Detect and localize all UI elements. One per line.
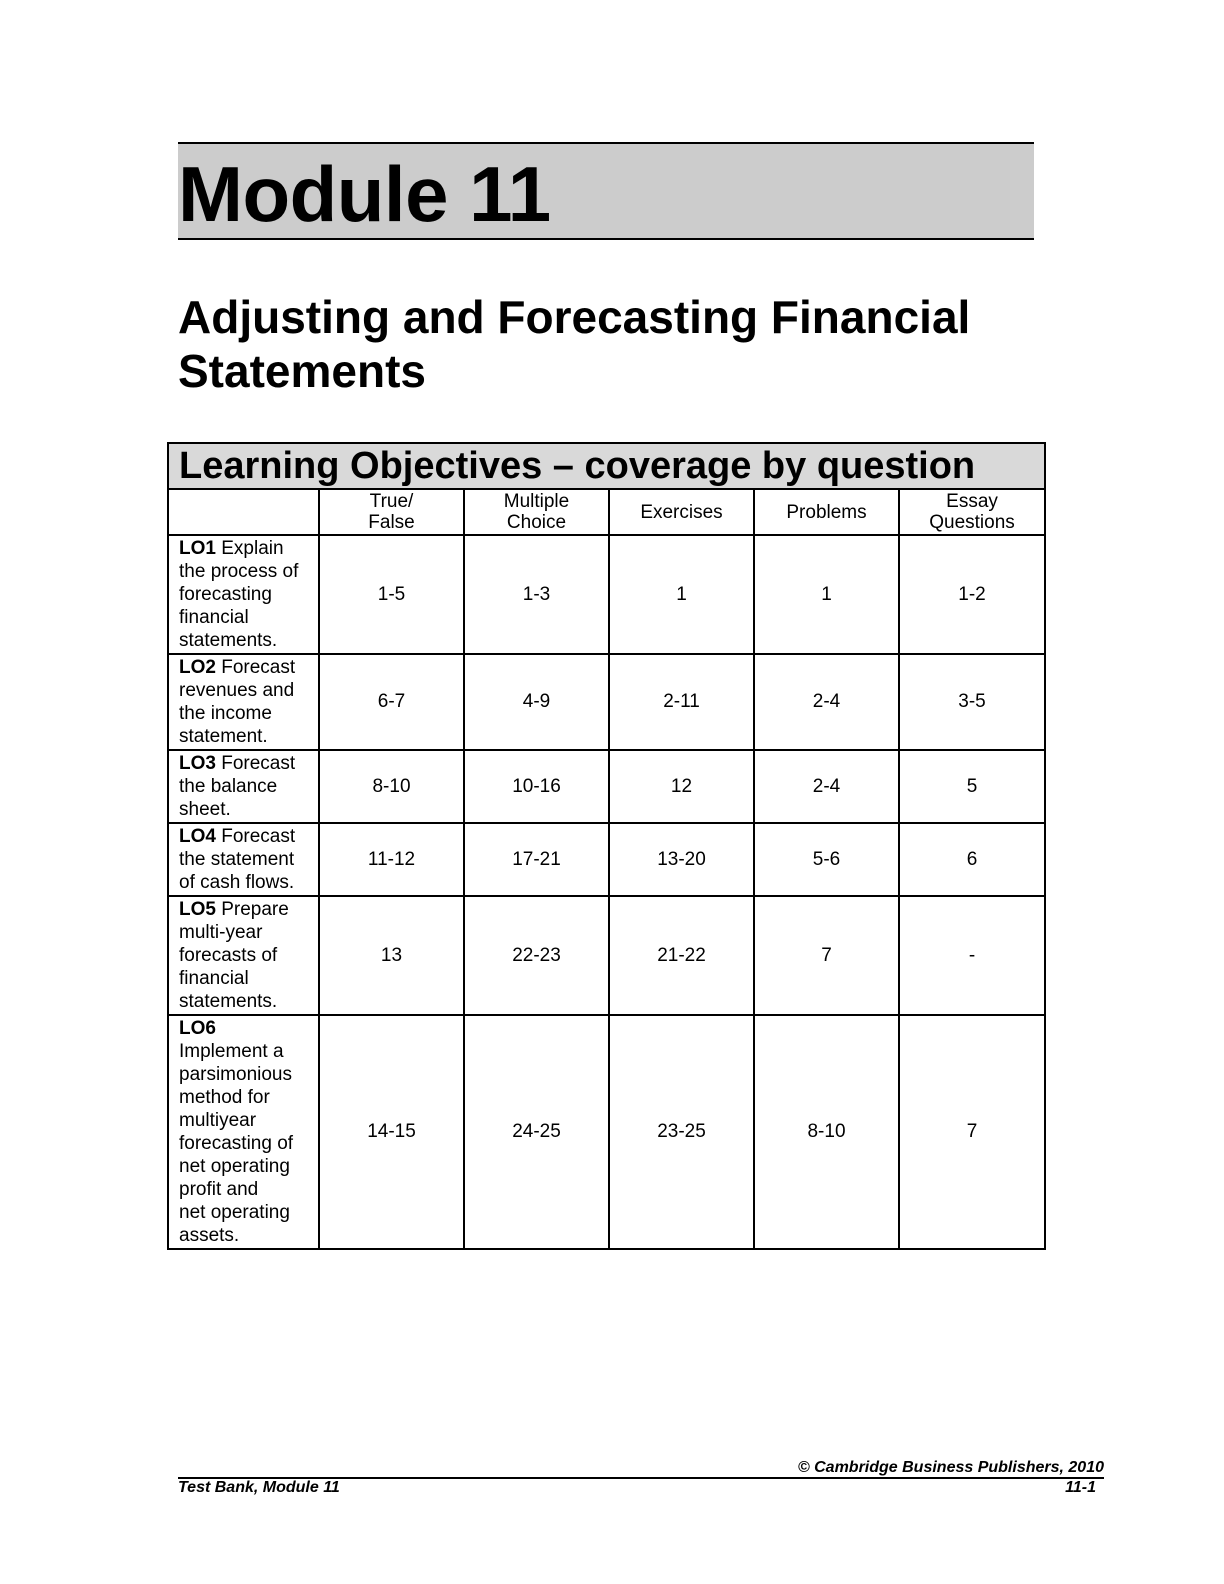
- objective-description-line: statement.: [179, 726, 268, 747]
- table-body: [168, 535, 1045, 1249]
- objective-description-line: revenues and: [179, 680, 295, 701]
- question-range-cell: 2-4: [754, 750, 899, 823]
- objective-cell: [168, 823, 319, 896]
- table-row: [168, 1015, 1045, 1249]
- footer-book-title: Test Bank, Module 11: [178, 1479, 340, 1496]
- objective-code: LO1: [179, 538, 216, 559]
- column-header: [319, 489, 464, 535]
- column-header-line: Problems: [786, 501, 867, 523]
- question-range-cell: 11-12: [319, 823, 464, 896]
- objective-description-line: Explain: [215, 538, 284, 559]
- column-header: [464, 489, 609, 535]
- objective-description-line: statements.: [179, 991, 278, 1012]
- objective-description-line: assets.: [179, 1225, 240, 1246]
- question-range-cell: 24-25: [464, 1015, 609, 1249]
- objective-description-line: Forecast: [215, 753, 296, 774]
- objective-description-line: method for: [179, 1087, 270, 1108]
- table-row: [168, 535, 1045, 654]
- column-header-line: False: [368, 512, 415, 533]
- column-header-line: True/: [369, 491, 414, 512]
- objective-code: LO3: [179, 753, 216, 774]
- learning-objectives-table: [167, 442, 1046, 1250]
- question-range-cell: 1: [754, 535, 899, 654]
- objective-description-line: sheet.: [179, 799, 231, 820]
- objective-cell: [168, 654, 319, 750]
- objective-description-line: Implement a: [179, 1041, 284, 1062]
- question-range-cell: 7: [899, 1015, 1045, 1249]
- question-range-cell: 1-2: [899, 535, 1045, 654]
- question-range-cell: 6-7: [319, 654, 464, 750]
- objective-cell: [168, 1015, 319, 1249]
- question-range-cell: 5: [899, 750, 1045, 823]
- column-header: [754, 489, 899, 535]
- question-range-cell: 13: [319, 896, 464, 1015]
- module-title-band: [178, 142, 1034, 240]
- question-range-cell: 6: [899, 823, 1045, 896]
- objective-description-line: Prepare: [215, 899, 289, 920]
- question-range-cell: 5-6: [754, 823, 899, 896]
- objective-description-line: forecasts of: [179, 945, 278, 966]
- objective-description-line: parsimonious: [179, 1064, 292, 1085]
- objective-description-line: statements.: [179, 630, 278, 651]
- objective-description-line: net operating: [179, 1202, 290, 1223]
- objective-cell: [168, 896, 319, 1015]
- objective-description-line: multi-year: [179, 922, 263, 943]
- objective-description-line: of cash flows.: [179, 872, 295, 893]
- question-range-cell: 1-5: [319, 535, 464, 654]
- objective-code: LO5: [179, 899, 216, 920]
- header-blank-cell: [168, 489, 319, 535]
- question-range-cell: 23-25: [609, 1015, 754, 1249]
- table-row: [168, 896, 1045, 1015]
- column-header-line: Questions: [929, 512, 1015, 533]
- objective-code: LO2: [179, 657, 216, 678]
- table-row: [168, 654, 1045, 750]
- table-header-row: [168, 489, 1045, 535]
- question-range-cell: 2-11: [609, 654, 754, 750]
- question-range-cell: 14-15: [319, 1015, 464, 1249]
- question-range-cell: 22-23: [464, 896, 609, 1015]
- objective-description-line: net operating: [179, 1156, 290, 1177]
- table-row: [168, 750, 1045, 823]
- objective-description-line: the process of: [179, 561, 299, 582]
- objective-description-line: forecasting of: [179, 1133, 294, 1154]
- module-title: Module 11: [178, 150, 551, 238]
- question-range-cell: 8-10: [319, 750, 464, 823]
- question-range-cell: 21-22: [609, 896, 754, 1015]
- question-range-cell: -: [899, 896, 1045, 1015]
- objective-description-line: the statement: [179, 849, 295, 870]
- question-range-cell: 7: [754, 896, 899, 1015]
- objective-cell: [168, 750, 319, 823]
- column-header: [609, 489, 754, 535]
- question-range-cell: 1-3: [464, 535, 609, 654]
- footer-copyright: © Cambridge Business Publishers, 2010: [797, 1459, 1104, 1476]
- objective-description-line: the balance: [179, 776, 278, 797]
- objective-description-line: profit and: [179, 1179, 259, 1200]
- objective-description-line: financial: [179, 968, 249, 989]
- chapter-title: Adjusting and Forecasting Financial Statements: [178, 291, 971, 397]
- objective-description-line: the income: [179, 703, 272, 724]
- objective-description-line: multiyear: [179, 1110, 257, 1131]
- table-caption: Learning Objectives – coverage by question: [168, 443, 1045, 489]
- objective-description-line: financial: [179, 607, 249, 628]
- objective-code: LO4: [179, 826, 216, 847]
- column-header-line: Choice: [506, 512, 567, 533]
- question-range-cell: 1: [609, 535, 754, 654]
- column-header-line: Exercises: [640, 501, 723, 523]
- column-header-line: Multiple: [503, 491, 570, 512]
- question-range-cell: 2-4: [754, 654, 899, 750]
- question-range-cell: 12: [609, 750, 754, 823]
- question-range-cell: 3-5: [899, 654, 1045, 750]
- objective-cell: [168, 535, 319, 654]
- question-range-cell: 4-9: [464, 654, 609, 750]
- question-range-cell: 8-10: [754, 1015, 899, 1249]
- column-header: [899, 489, 1045, 535]
- table-row: [168, 823, 1045, 896]
- objective-description-line: forecasting: [179, 584, 272, 605]
- question-range-cell: 13-20: [609, 823, 754, 896]
- objective-description-line: Forecast: [215, 657, 296, 678]
- question-range-cell: 17-21: [464, 823, 609, 896]
- footer-page-number: 11-1: [1065, 1479, 1096, 1496]
- table-caption-row: [168, 443, 1045, 489]
- column-header-line: Essay: [946, 491, 998, 512]
- objective-description-line: Forecast: [215, 826, 296, 847]
- question-range-cell: 10-16: [464, 750, 609, 823]
- objective-code: LO6: [179, 1018, 216, 1039]
